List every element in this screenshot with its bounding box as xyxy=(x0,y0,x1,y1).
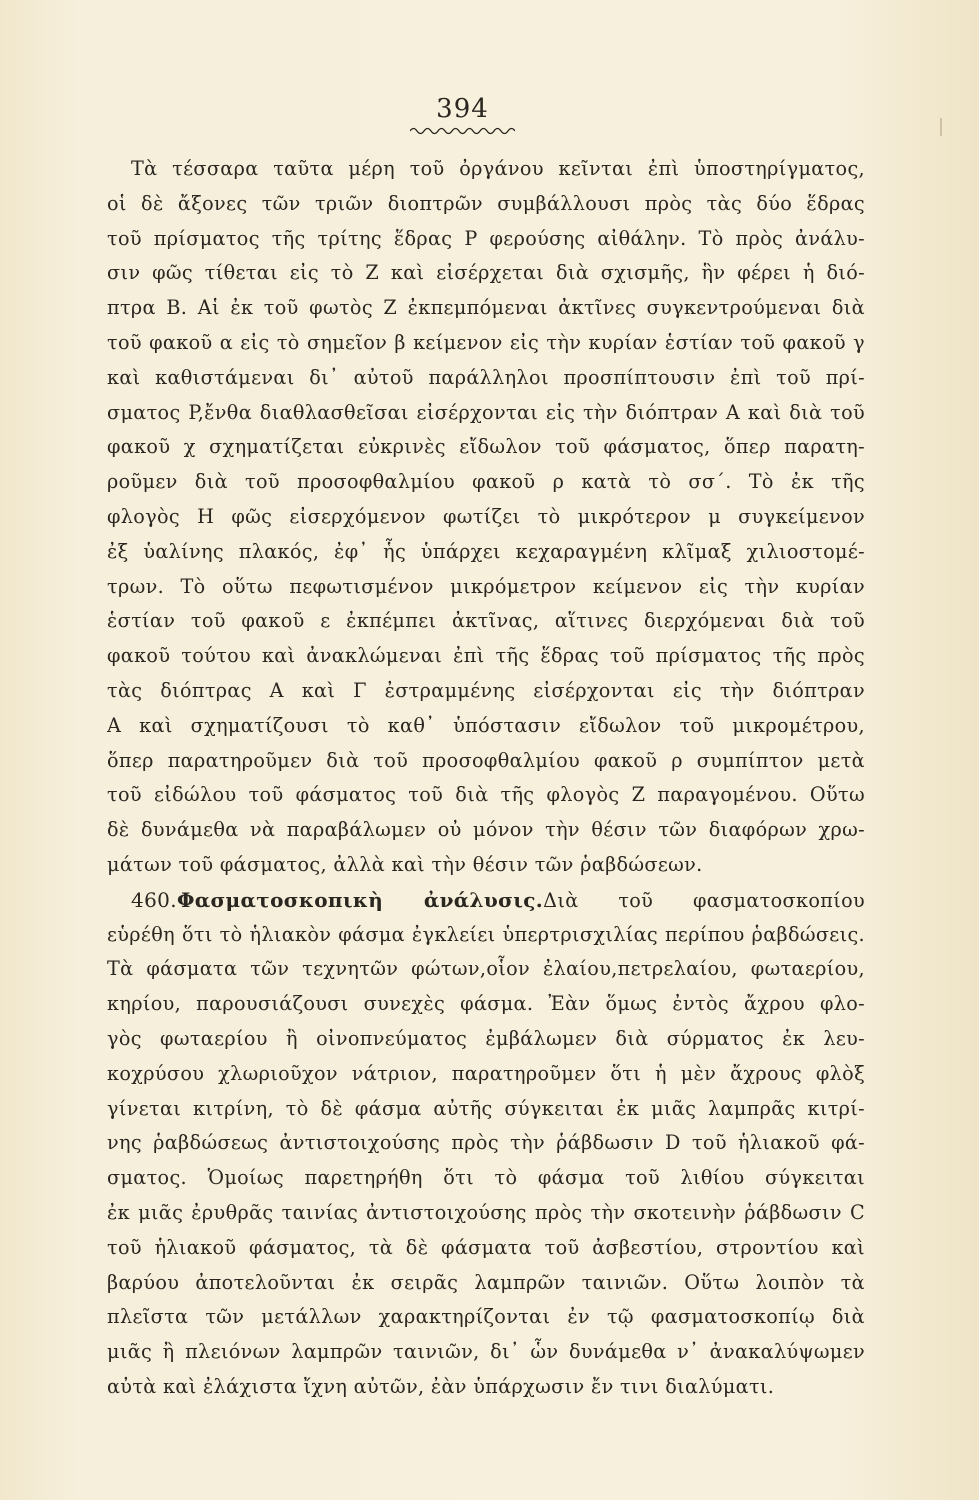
text-line: τοῦ ἡλιακοῦ φάσματος, τὰ δὲ φάσματα τοῦ ἀσβεστίου, στροντίου καὶ xyxy=(107,1235,865,1259)
body-text xyxy=(107,152,865,1405)
section-first-line: Διὰ τοῦ φασματοσκοπίου xyxy=(543,888,865,912)
text-line: μιᾶς ἢ πλειόνων λαμπρῶν ταινιῶν, δι᾽ ὧν δυνάμεθα ν᾽ ἀνακαλύψωμεν xyxy=(107,1340,865,1364)
text-line: κοχρύσου χλωριοῦχον νάτριον, παρατηροῦμεν ὅτι ἡ μὲν ἄχρους φλὸξ xyxy=(107,1061,865,1085)
text-line: Τὰ τέσσαρα ταῦτα μέρη τοῦ ὀργάνου κεῖνται ἐπὶ ὑποστηρίγματος, xyxy=(131,157,865,180)
text-line: τοῦ εἰδώλου τοῦ φάσματος τοῦ διὰ τῆς φλογὸς Z παραγομένου. Οὕτω xyxy=(107,783,865,807)
text-line: καὶ καθιστάμεναι δι᾽ αὐτοῦ παράλληλοι προσπίπτουσιν ἐπὶ τοῦ πρί- xyxy=(107,365,865,389)
text-line: A καὶ σχηματίζουσι τὸ καθ᾽ ὑπόστασιν εἴδωλον τοῦ μικρομέτρου, xyxy=(107,713,865,737)
section-title: Φασματοσκοπικὴ ἀνάλυσις. xyxy=(176,887,544,912)
text-line: κηρίου, παρουσιάζουσι συνεχὲς φάσμα. Ἐὰν ὅμως ἐντὸς ἄχρου φλο- xyxy=(107,992,865,1016)
text-line: ἐκ μιᾶς ἐρυθρᾶς ταινίας ἀντιστοιχούσης πρὸς τὴν σκοτεινὴν ῥάβδωσιν C xyxy=(107,1200,865,1224)
text-line: ροῦμεν διὰ τοῦ προσοφθαλμίου φακοῦ ρ κατὰ τὸ σσ΄. Τὸ ἐκ τῆς xyxy=(107,470,865,494)
text-line: σματος. Ὁμοίως παρετηρήθη ὅτι τὸ φάσμα τοῦ λιθίου σύγκειται xyxy=(107,1166,865,1190)
margin-mark xyxy=(940,118,942,136)
text-line: Τὰ φάσματα τῶν τεχνητῶν φώτων,οἷον ἐλαίου,πετρελαίου, φωταερίου, xyxy=(107,957,865,981)
text-line: οἱ δὲ ἄξονες τῶν τριῶν διοπτρῶν συμβάλλουσι πρὸς τὰς δύο ἕδρας xyxy=(107,191,865,215)
text-line: φακοῦ τούτου καὶ ἀνακλώμεναι ἐπὶ τῆς ἕδρας τοῦ πρίσματος τῆς πρὸς xyxy=(107,644,865,668)
text-line: βαρύου ἀποτελοῦνται ἐκ σειρᾶς λαμπρῶν ταινιῶν. Οὕτω λοιπὸν τὰ xyxy=(107,1270,865,1294)
text-line: αὐτὰ καὶ ἐλάχιστα ἴχνη αὐτῶν, ἐὰν ὑπάρχωσιν ἔν τινι διαλύματι. xyxy=(107,1374,775,1398)
text-line: φλογὸς H φῶς εἰσερχόμενον φωτίζει τὸ μικρότερον μ συγκείμενον xyxy=(107,504,865,528)
text-line: τρων. Τὸ οὕτω πεφωτισμένον μικρόμετρον κείμενον εἰς τὴν κυρίαν xyxy=(107,574,865,598)
text-line: γὸς φωταερίου ἢ οἰνοπνεύματος ἐμβάλωμεν διὰ σύρματος ἐκ λευ- xyxy=(107,1026,865,1050)
text-line: ὅπερ παρατηροῦμεν διὰ τοῦ προσοφθαλμίου φακοῦ ρ συμπίπτον μετὰ xyxy=(107,748,865,772)
text-line: νης ῥαβδώσεως ἀντιστοιχούσης πρὸς τὴν ῥάβδωσιν D τοῦ ἡλιακοῦ φά- xyxy=(107,1131,865,1155)
text-line: τοῦ πρίσματος τῆς τρίτης ἕδρας P φερούσης αἰθάλην. Τὸ πρὸς ἀνάλυ- xyxy=(107,226,865,250)
text-line: ἐξ ὑαλίνης πλακός, ἐφ᾽ ἧς ὑπάρχει κεχαραγμένη κλῖμαξ χιλιοστομέ- xyxy=(107,539,865,563)
text-line: τὰς διόπτρας A καὶ Γ ἐστραμμένης εἰσέρχονται εἰς τὴν διόπτραν xyxy=(107,678,865,702)
text-line: σματος P,ἔνθα διαθλασθεῖσαι εἰσέρχονται εἰς τὴν διόπτραν A καὶ διὰ τοῦ xyxy=(107,400,865,424)
text-line: πτρα B. Αἱ ἐκ τοῦ φωτὸς Z ἐκπεμπόμεναι ἀκτῖνες συγκεντρούμεναι διὰ xyxy=(107,296,865,320)
text-line: πλεῖστα τῶν μετάλλων χαρακτηρίζονται ἐν τῷ φασματοσκοπίῳ διὰ xyxy=(107,1305,865,1329)
section-heading-line xyxy=(107,883,865,918)
page-number: 394 xyxy=(436,94,489,124)
text-line: μάτων τοῦ φάσματος, ἀλλὰ καὶ τὴν θέσιν τῶν ῥαβδώσεων. xyxy=(107,852,703,876)
text-line: δὲ δυνάμεθα νὰ παραβάλωμεν οὐ μόνον τὴν θέσιν τῶν διαφόρων χρω- xyxy=(107,818,865,842)
text-line: σιν φῶς τίθεται εἰς τὸ Z καὶ εἰσέρχεται διὰ σχισμῆς, ἣν φέρει ἡ διό- xyxy=(107,261,865,285)
section-number: 460. xyxy=(131,887,177,912)
text-line: γίνεται κιτρίνη, τὸ δὲ φάσμα αὐτῆς σύγκειται ἐκ μιᾶς λαμπρᾶς κιτρί- xyxy=(107,1096,865,1120)
text-line: ἑστίαν τοῦ φακοῦ ε ἐκπέμπει ἀκτῖνας, αἵτινες διερχόμεναι διὰ τοῦ xyxy=(107,609,865,633)
text-line: φακοῦ χ σχηματίζεται εὐκρινὲς εἴδωλον τοῦ φάσματος, ὅπερ παρατη- xyxy=(107,435,865,459)
text-line: τοῦ φακοῦ α εἰς τὸ σημεῖον β κείμενον εἰς τὴν κυρίαν ἑστίαν τοῦ φακοῦ γ xyxy=(107,330,865,354)
wavy-rule-ornament xyxy=(410,126,515,136)
text-line: εὑρέθη ὅτι τὸ ἡλιακὸν φάσμα ἐγκλείει ὑπερτρισχιλίας περίπου ῥαβδώσεις. xyxy=(107,922,865,946)
